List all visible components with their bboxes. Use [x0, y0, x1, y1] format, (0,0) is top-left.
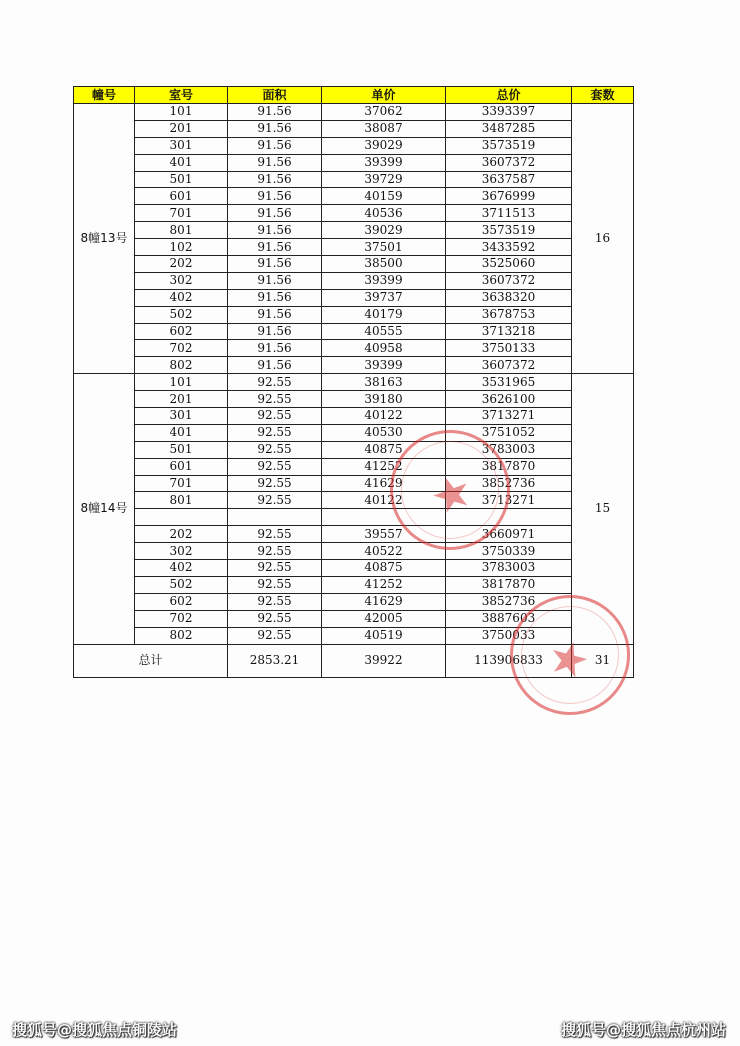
area-cell: 91.56 — [228, 357, 322, 374]
total-row — [74, 644, 634, 677]
unit-price-cell: 39729 — [322, 171, 446, 188]
room-cell: 102 — [135, 239, 228, 256]
area-cell: 92.55 — [228, 543, 322, 560]
unit-price-cell: 40875 — [322, 560, 446, 577]
table-row — [74, 171, 634, 188]
unit-price-cell: 39737 — [322, 289, 446, 306]
area-cell: 91.56 — [228, 137, 322, 154]
table-row — [74, 357, 634, 374]
area-cell — [228, 509, 322, 526]
area-cell: 92.55 — [228, 526, 322, 543]
col-header-count: 套数 — [572, 87, 634, 104]
total-price-cell: 3817870 — [446, 458, 572, 475]
unit-price-cell: 38087 — [322, 120, 446, 137]
area-cell: 91.56 — [228, 306, 322, 323]
table-row — [74, 374, 634, 391]
table-row — [74, 120, 634, 137]
unit-price-cell: 40555 — [322, 323, 446, 340]
area-cell: 91.56 — [228, 171, 322, 188]
unit-price-cell: 41252 — [322, 458, 446, 475]
table-row — [74, 408, 634, 425]
unit-price-cell: 40122 — [322, 492, 446, 509]
total-price-cell: 3638320 — [446, 289, 572, 306]
area-cell: 92.55 — [228, 492, 322, 509]
table-row — [74, 272, 634, 289]
unit-price-cell: 41629 — [322, 593, 446, 610]
watermark-right: 搜狐号@搜狐焦点杭州站 — [560, 1021, 726, 1039]
room-cell: 402 — [135, 560, 228, 577]
unit-price-cell: 37062 — [322, 104, 446, 121]
table-row — [74, 441, 634, 458]
unit-price-cell: 38500 — [322, 256, 446, 273]
total-price-cell: 3487285 — [446, 120, 572, 137]
total-price-cell: 3783003 — [446, 560, 572, 577]
total-price-cell: 3607372 — [446, 154, 572, 171]
table-row — [74, 188, 634, 205]
total-price-cell: 3433592 — [446, 239, 572, 256]
room-cell — [135, 509, 228, 526]
room-cell: 101 — [135, 374, 228, 391]
table-row — [74, 137, 634, 154]
area-cell: 91.56 — [228, 154, 322, 171]
area-cell: 92.55 — [228, 391, 322, 408]
col-header-area: 面积 — [228, 87, 322, 104]
unit-price-cell: 40179 — [322, 306, 446, 323]
table-row — [74, 492, 634, 509]
total-area: 2853.21 — [228, 644, 322, 677]
area-cell: 92.55 — [228, 424, 322, 441]
room-cell: 302 — [135, 272, 228, 289]
room-cell: 501 — [135, 441, 228, 458]
col-header-total-price: 总价 — [446, 87, 572, 104]
total-price-cell: 3525060 — [446, 256, 572, 273]
total-price-cell: 3750033 — [446, 627, 572, 644]
area-cell: 92.55 — [228, 475, 322, 492]
total-price-cell: 3713271 — [446, 492, 572, 509]
area-cell: 91.56 — [228, 256, 322, 273]
room-cell: 302 — [135, 543, 228, 560]
total-price-cell: 3750339 — [446, 543, 572, 560]
area-cell: 92.55 — [228, 593, 322, 610]
room-cell: 801 — [135, 492, 228, 509]
area-cell: 91.56 — [228, 340, 322, 357]
area-cell: 92.55 — [228, 627, 322, 644]
total-price-cell: 3713218 — [446, 323, 572, 340]
table-row — [74, 526, 634, 543]
unit-price-cell: 40519 — [322, 627, 446, 644]
room-cell: 801 — [135, 222, 228, 239]
area-cell: 92.55 — [228, 610, 322, 627]
table-row — [74, 205, 634, 222]
total-price-cell: 3887603 — [446, 610, 572, 627]
watermark-left: 搜狐号@搜狐焦点铜陵站 — [12, 1021, 178, 1039]
table-row — [74, 560, 634, 577]
table-row — [74, 323, 634, 340]
total-unit-price: 39922 — [322, 644, 446, 677]
table-row — [74, 239, 634, 256]
total-price-cell: 3573519 — [446, 222, 572, 239]
table-row — [74, 154, 634, 171]
unit-price-cell: 40958 — [322, 340, 446, 357]
room-cell: 701 — [135, 205, 228, 222]
unit-price-cell — [322, 509, 446, 526]
unit-price-cell: 39180 — [322, 391, 446, 408]
area-cell: 92.55 — [228, 441, 322, 458]
unit-price-cell: 40522 — [322, 543, 446, 560]
total-price-cell — [446, 509, 572, 526]
col-header-building: 幢号 — [74, 87, 135, 104]
table-row — [74, 610, 634, 627]
total-price-cell: 3573519 — [446, 137, 572, 154]
area-cell: 92.55 — [228, 560, 322, 577]
seal-star-icon: ★ — [542, 627, 596, 691]
area-cell: 91.56 — [228, 239, 322, 256]
unit-price-cell: 40159 — [322, 188, 446, 205]
room-cell: 701 — [135, 475, 228, 492]
total-price-cell: 3678753 — [446, 306, 572, 323]
total-price-cell: 3750133 — [446, 340, 572, 357]
table-row — [74, 475, 634, 492]
table-row — [74, 222, 634, 239]
area-cell: 91.56 — [228, 104, 322, 121]
room-cell: 602 — [135, 593, 228, 610]
unit-price-cell: 39399 — [322, 272, 446, 289]
room-cell: 502 — [135, 576, 228, 593]
unit-price-cell: 42005 — [322, 610, 446, 627]
table-row — [74, 593, 634, 610]
total-price-cell: 3607372 — [446, 357, 572, 374]
area-cell: 92.55 — [228, 576, 322, 593]
table-row — [74, 306, 634, 323]
table-row — [74, 340, 634, 357]
unit-price-cell: 40875 — [322, 441, 446, 458]
area-cell: 91.56 — [228, 289, 322, 306]
table-row — [74, 627, 634, 644]
unit-price-cell: 41629 — [322, 475, 446, 492]
room-cell: 802 — [135, 627, 228, 644]
total-price-cell: 3637587 — [446, 171, 572, 188]
total-price-cell: 3817870 — [446, 576, 572, 593]
area-cell: 91.56 — [228, 188, 322, 205]
total-price-cell: 3852736 — [446, 593, 572, 610]
total-price-cell: 3607372 — [446, 272, 572, 289]
table-row — [74, 391, 634, 408]
area-cell: 91.56 — [228, 323, 322, 340]
table-row — [74, 576, 634, 593]
room-cell: 101 — [135, 104, 228, 121]
total-price: 113906833 — [446, 644, 572, 677]
unit-price-cell: 40536 — [322, 205, 446, 222]
total-price-cell: 3676999 — [446, 188, 572, 205]
room-cell: 402 — [135, 289, 228, 306]
total-price-cell: 3711513 — [446, 205, 572, 222]
price-table — [73, 86, 634, 678]
area-cell: 91.56 — [228, 205, 322, 222]
building-cell: 8幢14号 — [74, 374, 135, 644]
unit-price-cell: 37501 — [322, 239, 446, 256]
room-cell: 202 — [135, 526, 228, 543]
area-cell: 91.56 — [228, 222, 322, 239]
building-cell: 8幢13号 — [74, 104, 135, 374]
room-cell: 202 — [135, 256, 228, 273]
room-cell: 601 — [135, 188, 228, 205]
table-row — [74, 104, 634, 121]
room-cell: 601 — [135, 458, 228, 475]
room-cell: 702 — [135, 340, 228, 357]
area-cell: 92.55 — [228, 374, 322, 391]
count-cell: 15 — [572, 374, 634, 644]
room-cell: 501 — [135, 171, 228, 188]
table-row — [74, 543, 634, 560]
total-price-cell: 3852736 — [446, 475, 572, 492]
room-cell: 301 — [135, 408, 228, 425]
room-cell: 802 — [135, 357, 228, 374]
unit-price-cell: 40530 — [322, 424, 446, 441]
total-price-cell: 3713271 — [446, 408, 572, 425]
unit-price-cell: 39029 — [322, 222, 446, 239]
room-cell: 401 — [135, 154, 228, 171]
table-row — [74, 424, 634, 441]
room-cell: 502 — [135, 306, 228, 323]
unit-price-cell: 39557 — [322, 526, 446, 543]
table-row — [74, 256, 634, 273]
col-header-unit-price: 单价 — [322, 87, 446, 104]
table-row — [74, 509, 634, 526]
unit-price-cell: 38163 — [322, 374, 446, 391]
total-price-cell: 3531965 — [446, 374, 572, 391]
count-cell: 16 — [572, 104, 634, 374]
total-price-cell: 3660971 — [446, 526, 572, 543]
area-cell: 91.56 — [228, 120, 322, 137]
room-cell: 201 — [135, 391, 228, 408]
room-cell: 602 — [135, 323, 228, 340]
area-cell: 91.56 — [228, 272, 322, 289]
room-cell: 401 — [135, 424, 228, 441]
unit-price-cell: 40122 — [322, 408, 446, 425]
table-row — [74, 458, 634, 475]
table-row — [74, 289, 634, 306]
total-label: 总计 — [74, 644, 228, 677]
col-header-room: 室号 — [135, 87, 228, 104]
room-cell: 702 — [135, 610, 228, 627]
unit-price-cell: 39399 — [322, 154, 446, 171]
seal-star-icon: ★ — [422, 461, 480, 527]
unit-price-cell: 39029 — [322, 137, 446, 154]
total-price-cell: 3751052 — [446, 424, 572, 441]
total-price-cell: 3626100 — [446, 391, 572, 408]
unit-price-cell: 41252 — [322, 576, 446, 593]
room-cell: 201 — [135, 120, 228, 137]
total-price-cell: 3393397 — [446, 104, 572, 121]
total-price-cell: 3783003 — [446, 441, 572, 458]
header-row — [74, 87, 634, 104]
room-cell: 301 — [135, 137, 228, 154]
price-table-body — [74, 104, 634, 645]
unit-price-cell: 39399 — [322, 357, 446, 374]
area-cell: 92.55 — [228, 458, 322, 475]
area-cell: 92.55 — [228, 408, 322, 425]
total-count: 31 — [572, 644, 634, 677]
